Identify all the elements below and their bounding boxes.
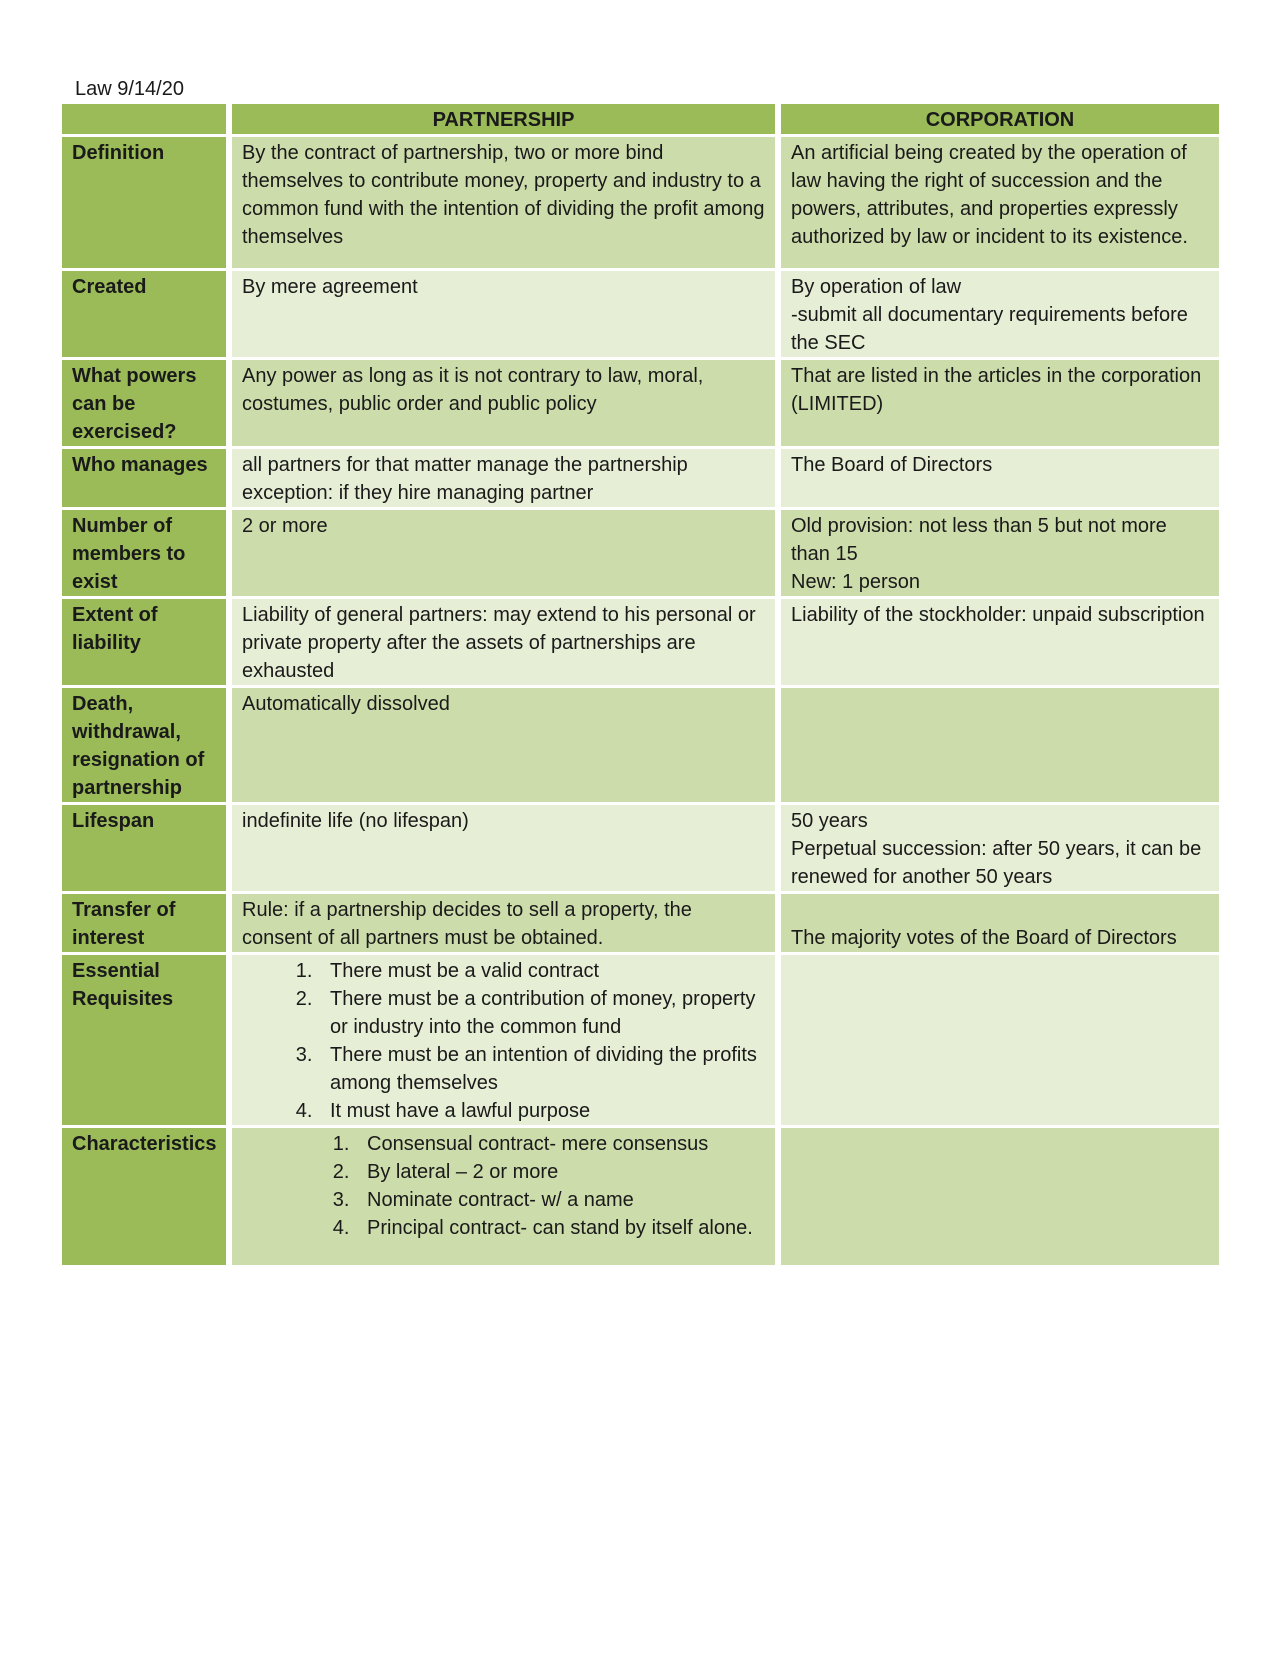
row-label: What powers can be exercised?: [62, 360, 232, 449]
corporation-cell: [781, 805, 1219, 894]
corporation-column-header: CORPORATION: [781, 104, 1219, 137]
cell-line: Old provision: not less than 5 but not more than 15: [791, 515, 1167, 565]
partnership-cell: Rule: if a partnership decides to sell a property, the consent of all partners must be obtained.: [232, 894, 781, 955]
corporation-cell: Liability of the stockholder: unpaid subscription: [781, 599, 1219, 688]
partnership-cell: indefinite life (no lifespan): [232, 805, 781, 894]
corner-cell: [62, 104, 232, 137]
corporation-cell: [781, 955, 1219, 1128]
partnership-cell: [232, 955, 781, 1128]
table-row: [62, 360, 1219, 449]
list-item: 2. There must be a contribution of money, property or industry into the common fund: [318, 985, 765, 1041]
row-label: Transfer of interest: [62, 894, 232, 955]
corporation-cell: [781, 360, 1219, 449]
cell-line: 50 years: [791, 810, 868, 832]
row-label: Extent of liability: [62, 599, 232, 688]
header-row: [62, 104, 1219, 137]
table-row: [62, 137, 1219, 271]
comparison-table: [62, 104, 1219, 1268]
row-label: Number of members to exist: [62, 510, 232, 599]
table-row: [62, 688, 1219, 805]
table-row: [62, 271, 1219, 360]
list-item: 3. Nominate contract- w/ a name: [355, 1186, 765, 1214]
partnership-cell: Liability of general partners: may extend to his personal or private property after the assets of partnerships are exhausted: [232, 599, 781, 688]
cell-line: exception: if they hire managing partner: [242, 482, 594, 504]
list-item: 1. Consensual contract- mere consensus: [355, 1130, 765, 1158]
corporation-cell: [781, 510, 1219, 599]
table-row: [62, 1128, 1219, 1268]
partnership-cell: By mere agreement: [232, 271, 781, 360]
row-label: Definition: [62, 137, 232, 271]
cell-line: The majority votes of the Board of Directors: [791, 927, 1177, 949]
list-item: 4. Principal contract- can stand by itself alone.: [355, 1214, 765, 1242]
row-label: Characteristics: [62, 1128, 232, 1268]
cell-line: -submit all documentary requirements before the SEC: [791, 304, 1188, 354]
document-title: Law 9/14/20: [75, 78, 184, 100]
row-label: Lifespan: [62, 805, 232, 894]
cell-line: That are listed in the articles in the corporation: [791, 365, 1202, 387]
list-item: 3. There must be an intention of dividing the profits among themselves: [318, 1041, 765, 1097]
partnership-cell: [232, 449, 781, 510]
corporation-cell: The Board of Directors: [781, 449, 1219, 510]
partnership-cell: By the contract of partnership, two or more bind themselves to contribute money, property and industry to a common fund with the intention of dividing the profit among themselves: [232, 137, 781, 271]
table-row: [62, 599, 1219, 688]
row-label: Essential Requisites: [62, 955, 232, 1128]
partnership-cell: Automatically dissolved: [232, 688, 781, 805]
table-row: [62, 805, 1219, 894]
cell-line: (LIMITED): [791, 393, 884, 415]
cell-line: New: 1 person: [791, 571, 920, 593]
table-row: [62, 894, 1219, 955]
list-item: 4. It must have a lawful purpose: [318, 1097, 765, 1125]
partnership-column-header: PARTNERSHIP: [232, 104, 781, 137]
cell-line: By operation of law: [791, 276, 962, 298]
table-row: [62, 510, 1219, 599]
corporation-cell: [781, 1128, 1219, 1268]
corporation-cell: An artificial being created by the operation of law having the right of succession and the powers, attributes, and properties expressly authorized by law or incident to its existence.: [781, 137, 1219, 271]
list-item: 2. By lateral – 2 or more: [355, 1158, 765, 1186]
row-label: Created: [62, 271, 232, 360]
characteristics-list: [242, 1130, 765, 1242]
requisites-list: [242, 957, 765, 1125]
cell-line: all partners for that matter manage the partnership: [242, 454, 688, 476]
partnership-cell: 2 or more: [232, 510, 781, 599]
table-row: [62, 449, 1219, 510]
corporation-cell: [781, 688, 1219, 805]
row-label: Death, withdrawal, resignation of partnership: [62, 688, 232, 805]
cell-line: Perpetual succession: after 50 years, it can be renewed for another 50 years: [791, 838, 1202, 888]
corporation-cell: [781, 894, 1219, 955]
partnership-cell: [232, 1128, 781, 1268]
corporation-cell: [781, 271, 1219, 360]
partnership-cell: Any power as long as it is not contrary to law, moral, costumes, public order and public policy: [232, 360, 781, 449]
list-item: 1. There must be a valid contract: [318, 957, 765, 985]
table-row: [62, 955, 1219, 1128]
row-label: Who manages: [62, 449, 232, 510]
